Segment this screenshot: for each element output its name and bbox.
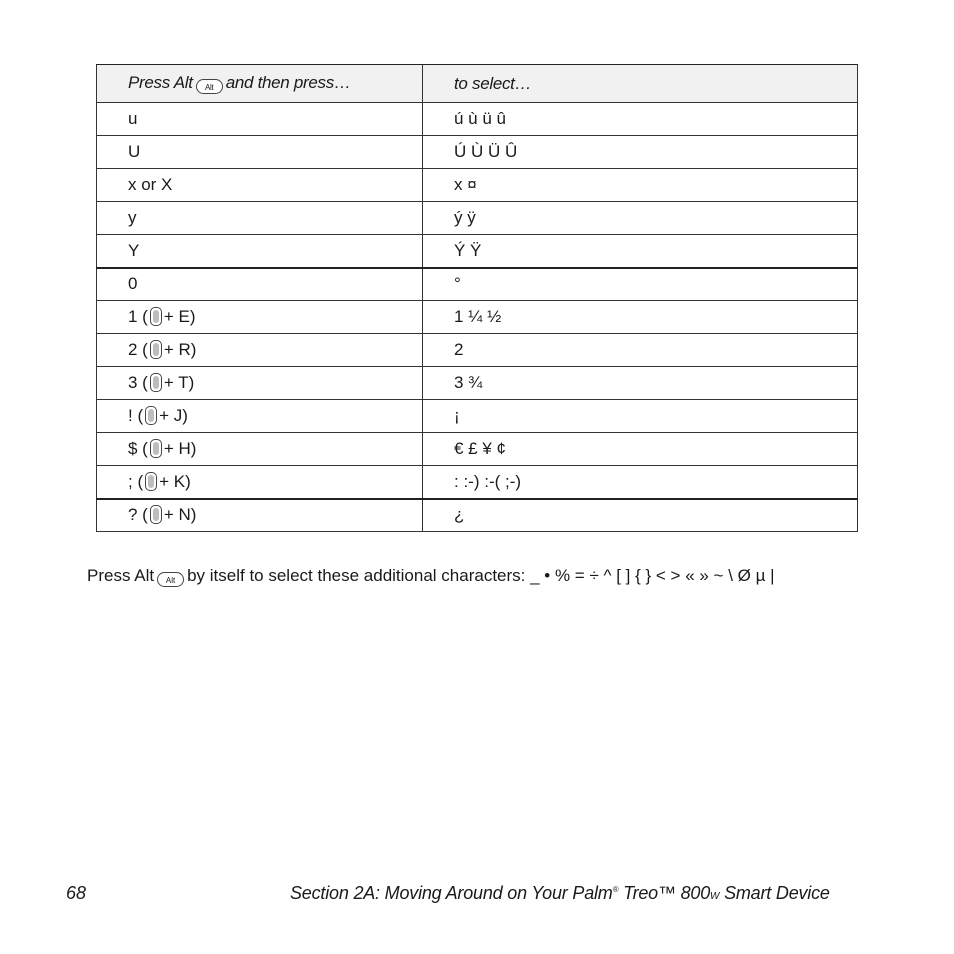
characters-cell: ¡ xyxy=(423,400,858,433)
key-cell: 2 ( + R) xyxy=(97,334,423,367)
alt-key-icon: Alt xyxy=(157,572,184,587)
key-cell: 0 xyxy=(97,268,423,301)
characters-cell: 1 ¼ ½ xyxy=(423,301,858,334)
table-row xyxy=(97,136,858,169)
characters-cell: ¿ xyxy=(423,499,858,532)
table-row xyxy=(97,367,858,400)
characters-cell: 3 ¾ xyxy=(423,367,858,400)
table-row xyxy=(97,202,858,235)
characters-cell: € £ ¥ ¢ xyxy=(423,433,858,466)
header-left-pre: Press Alt xyxy=(128,73,193,92)
note-pre: Press Alt xyxy=(87,566,155,585)
alt-key-icon: Alt xyxy=(196,79,223,94)
page-number: 68 xyxy=(66,883,87,903)
key-cell: ? ( + N) xyxy=(97,499,423,532)
table-row xyxy=(97,103,858,136)
header-left-post: and then press… xyxy=(225,73,351,92)
registered-mark: ® xyxy=(612,885,619,894)
key-cell: 1 ( + E) xyxy=(97,301,423,334)
option-key-icon xyxy=(145,472,157,491)
option-key-icon xyxy=(150,373,162,392)
alt-character-table xyxy=(96,64,858,532)
characters-cell: ú ù ü û xyxy=(423,103,858,136)
header-select-column: to select… xyxy=(423,65,858,103)
characters-cell: Ý Ÿ xyxy=(423,235,858,268)
key-cell: x or X xyxy=(97,169,423,202)
characters-cell: 2 xyxy=(423,334,858,367)
characters-cell: ý ÿ xyxy=(423,202,858,235)
characters-cell: ° xyxy=(423,268,858,301)
table-header-row xyxy=(97,65,858,103)
option-key-icon xyxy=(150,307,162,326)
characters-cell: Ú Ù Ü Û xyxy=(423,136,858,169)
key-cell: U xyxy=(97,136,423,169)
note-post: by itself to select these additional characters: _ • % = ÷ ^ [ ] { } < > « » ~ \ Ø µ | xyxy=(187,566,775,585)
additional-characters-note xyxy=(87,566,907,587)
table-row xyxy=(97,334,858,367)
key-cell: ; ( + K) xyxy=(97,466,423,499)
key-cell: 3 ( + T) xyxy=(97,367,423,400)
key-cell: Y xyxy=(97,235,423,268)
characters-cell: x ¤ xyxy=(423,169,858,202)
table-row xyxy=(97,433,858,466)
key-cell: y xyxy=(97,202,423,235)
characters-cell: : :-) :-( ;-) xyxy=(423,466,858,499)
table-row xyxy=(97,466,858,499)
table-row xyxy=(97,499,858,532)
option-key-icon xyxy=(150,505,162,524)
key-cell: u xyxy=(97,103,423,136)
table-row xyxy=(97,235,858,268)
table-row xyxy=(97,268,858,301)
section-title: Section 2A: Moving Around on Your Palm® Treo™ 800W Smart Device xyxy=(290,883,830,903)
option-key-icon xyxy=(150,340,162,359)
option-key-icon xyxy=(150,439,162,458)
key-cell: ! ( + J) xyxy=(97,400,423,433)
table-row xyxy=(97,301,858,334)
table-row xyxy=(97,169,858,202)
key-cell: $ ( + H) xyxy=(97,433,423,466)
table-row xyxy=(97,400,858,433)
option-key-icon xyxy=(145,406,157,425)
header-key-column xyxy=(97,65,423,103)
